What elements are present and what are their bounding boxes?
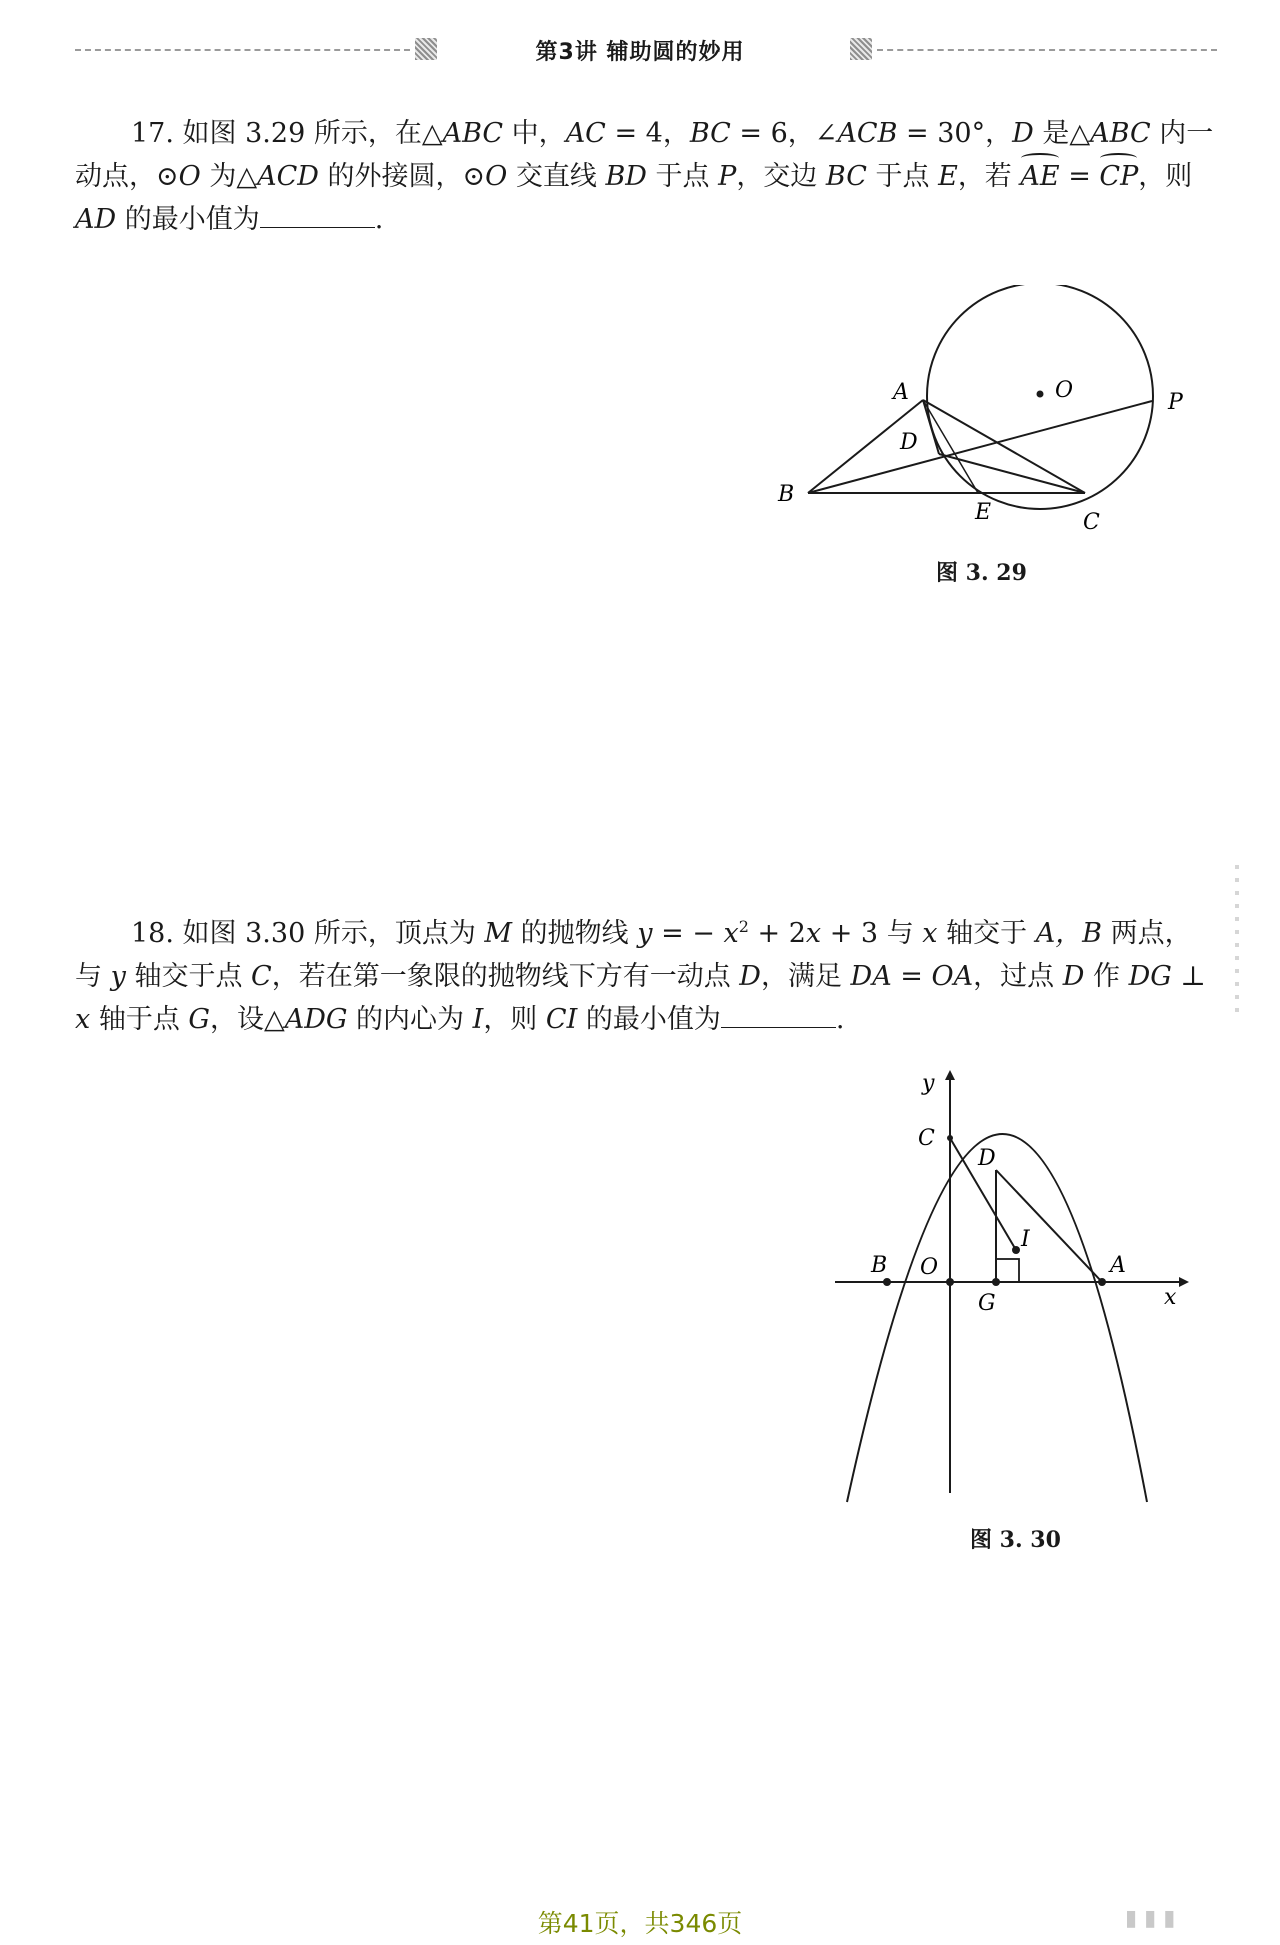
segment-DA: [996, 1170, 1102, 1282]
figure-3-30-caption: 图 3. 30: [970, 1527, 1061, 1553]
answer-blank-17[interactable]: [260, 205, 375, 228]
label-G: G: [978, 1291, 996, 1316]
label-y: y: [922, 1071, 935, 1096]
line-BP: [808, 401, 1152, 493]
corner-marks: ▮ ▮ ▮: [1125, 1906, 1176, 1931]
segment-DC: [939, 454, 1085, 493]
point-O: [946, 1278, 954, 1286]
arc-AE: AE: [1020, 155, 1059, 198]
header-ornament-right: [850, 38, 872, 60]
label-D: D: [900, 430, 918, 455]
problem-17: [75, 112, 1215, 241]
label-P: P: [1168, 390, 1183, 415]
label-B: B: [871, 1253, 888, 1278]
arc-CP: CP: [1099, 155, 1138, 198]
scroll-indicator: [1235, 865, 1239, 1021]
header-rule-right: [877, 49, 1217, 51]
segment-AE: [923, 400, 978, 493]
page-header: [0, 0, 1280, 80]
problem-18: [75, 905, 1215, 1041]
point-B: [883, 1278, 891, 1286]
point-C: [947, 1135, 953, 1141]
figure-3-29: [770, 285, 1230, 570]
point-I: [1012, 1246, 1020, 1254]
label-O: O: [920, 1255, 939, 1280]
label-C: C: [1083, 510, 1100, 535]
point-A: [1098, 1278, 1106, 1286]
label-A: A: [893, 380, 909, 405]
figure-3-30: [820, 1060, 1205, 1510]
answer-blank-18[interactable]: [721, 1005, 836, 1028]
label-D: D: [978, 1146, 996, 1171]
label-C: C: [918, 1126, 935, 1151]
center-O-dot: [1037, 391, 1044, 398]
label-I: I: [1021, 1227, 1030, 1252]
chapter-title: 第3讲 辅助圆的妙用: [535, 40, 745, 65]
label-O: O: [1055, 378, 1074, 403]
point-G: [992, 1278, 1000, 1286]
label-E: E: [975, 500, 992, 525]
figure-3-29-caption: 图 3. 29: [936, 560, 1027, 586]
label-x: x: [1164, 1285, 1177, 1310]
page-counter: 第41页，共346页: [537, 1909, 743, 1938]
segment-AC: [923, 400, 1085, 493]
problem-17-text: 17. 如图 3.29 所示，在△ABC 中，AC = 4，BC = 6，∠ACB = 30°，D 是△ABC 内一动点，⊙O 为△ACD 的外接圆，⊙O 交直线 BD 于点 P，交边 BC 于点 E，若 AE = CP，则 AD 的最小值为 .: [75, 118, 1214, 235]
right-angle-mark: [996, 1259, 1019, 1282]
label-B: B: [778, 482, 795, 507]
problem-18-text: 18. 如图 3.30 所示，顶点为 M 的抛物线 y = − $x^2 + 2x + 3$ 与 x 轴交于 A，B 两点，与 y 轴交于点 C，若在第一象限的抛物线下方有一动点 D，满足 DA = OA，过点 D 作 DG ⊥ x 轴于点 G，设△ADG 的内心为 I，则 CI 的最小值为 .: [75, 917, 1206, 1035]
label-A: A: [1110, 1253, 1126, 1278]
